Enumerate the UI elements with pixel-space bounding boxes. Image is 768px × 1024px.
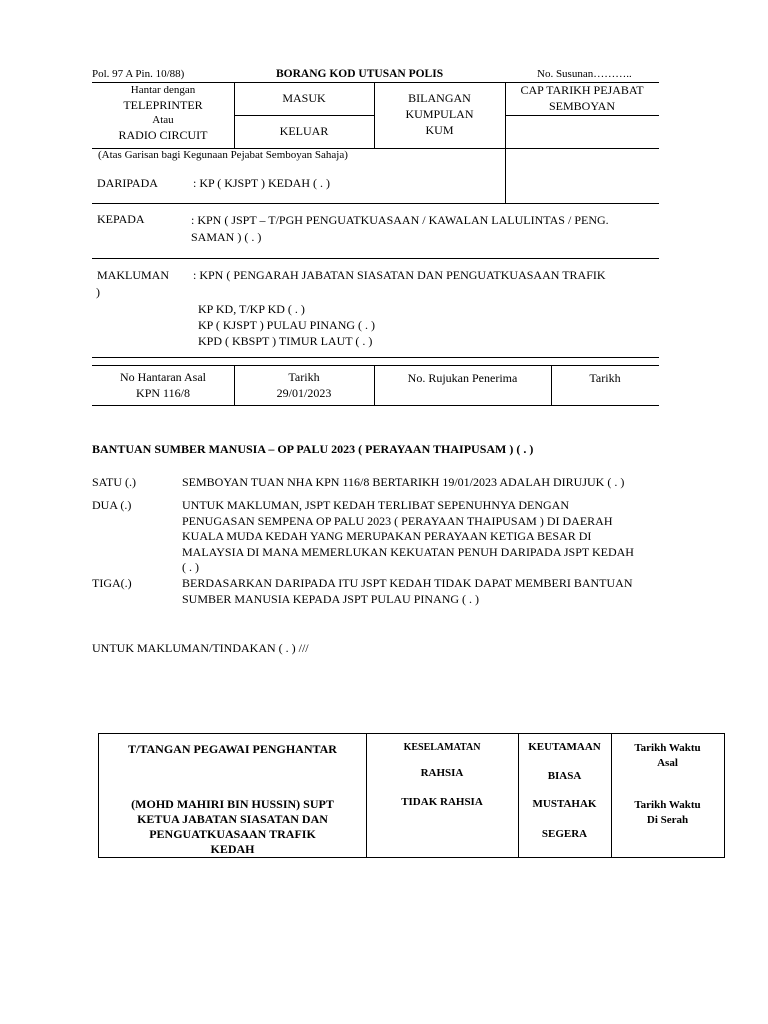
bilangan-kumpulan [374,90,505,138]
kepada-label: KEPADA [97,212,145,226]
kum-label: KUM [425,123,454,137]
kepada-value [191,212,609,246]
signatory-block [99,797,366,857]
semboyan-label: SEMBOYAN [548,99,615,113]
kumpulan-label: KUMPULAN [405,107,474,121]
para-line: PENUGASAN SEMPENA OP PALU 2023 ( PERAYAAN THAIPUSAM ) DI DAERAH [182,513,613,528]
para-satu-label: SATU (.) [92,475,136,489]
form-title: BORANG KOD UTUSAN POLIS [276,68,444,80]
makluman-paren: ) [96,285,100,299]
tidak-rahsia-label: TIDAK RAHSIA [401,796,483,808]
keselamatan-label: KESELAMATAN [403,742,481,753]
signatory-name: (MOHD MAHIRI BIN HUSSIN) SUPT [131,797,334,811]
keutamaan-label: KEUTAMAAN [528,741,601,753]
recipient-item: KP ( KJSPT ) PULAU PINANG ( . ) [198,318,376,332]
signatory-position: KETUA JABATAN SIASATAN DAN [137,812,328,826]
transmission-method [92,83,234,143]
kepada-line: SAMAN ) ( . ) [191,230,262,244]
signatory-position: PENGUATKUASAAN TRAFIK [149,827,316,841]
segera-label: SEGERA [541,828,588,840]
office-use-note: (Atas Garisan bagi Kegunaan Pejabat Semboyan Sahaja) [98,149,348,161]
form-number: Pol. 97 A Pin. 10/88) [92,68,185,80]
para-tiga-text [182,576,674,607]
tarikh-waktu-asal [611,741,724,771]
para-line: MALAYSIA DI MANA MEMERLUKAN KEKUATAN PENUH DARIPADA JSPT KEDAH [182,544,634,559]
keluar-label: KELUAR [279,124,329,138]
recipient-item: KP KD, T/KP KD ( . ) [198,302,305,316]
teleprinter-label: TELEPRINTER [123,98,203,112]
tarikh-waktu-label: Tarikh Waktu [634,799,701,811]
para-line: KUALA MUDA KEDAH YANG MERUPAKAN PERAYAAN KETIGA BESAR DI [182,529,592,543]
signatory-position: KEDAH [210,842,255,856]
serial-number: No. Susunan……….. [537,68,632,80]
no-hantaran-asal [92,369,234,401]
signature-title: T/TANGAN PEGAWAI PENGHANTAR [128,742,337,756]
tarikh-waktu-label: Tarikh Waktu [634,742,701,754]
recipient-item: KPD ( KBSPT ) TIMUR LAUT ( . ) [198,334,373,348]
tarikh-value: 29/01/2023 [276,386,332,400]
makluman-label: MAKLUMAN [97,268,169,282]
tarikh-label: Tarikh [288,370,320,384]
para-line: BERDASARKAN DARIPADA ITU JSPT KEDAH TIDAK DAPAT MEMBERI BANTUAN [182,576,633,590]
signature-table [98,733,725,858]
para-satu-text: SEMBOYAN TUAN NHA KPN 116/8 BERTARIKH 19/01/2023 ADALAH DIRUJUK ( . ) [182,475,625,489]
para-line: ( . ) [182,560,199,574]
no-hantaran-label: No Hantaran Asal [120,370,206,384]
para-dua-label: DUA (.) [92,498,132,512]
subject-heading: BANTUAN SUMBER MANUSIA – OP PALU 2023 ( PERAYAAN THAIPUSAM ) ( . ) [92,442,534,456]
asal-label: Asal [657,757,678,769]
no-hantaran-value: KPN 116/8 [136,386,190,400]
atau-label: Atau [152,114,174,126]
radio-circuit-label: RADIO CIRCUIT [118,128,208,142]
rahsia-label: RAHSIA [420,767,464,779]
biasa-label: BIASA [547,770,582,782]
para-line: UNTUK MAKLUMAN, JSPT KEDAH TERLIBAT SEPENUHNYA DENGAN [182,498,570,512]
para-line: SUMBER MANUSIA KEPADA JSPT PULAU PINANG ( . ) [182,591,480,606]
daripada-value: : KP ( KJSPT ) KEDAH ( . ) [193,176,331,190]
hantar-label: Hantar dengan [130,84,196,96]
kepada-line: : KPN ( JSPT – T/PGH PENGUATKUASAAN / KAWALAN LALULINTAS / PENG. [191,213,609,227]
bilangan-label: BILANGAN [408,91,471,105]
closing-line: UNTUK MAKLUMAN/TINDAKAN ( . ) /// [92,641,309,655]
makluman-recipients [198,301,375,349]
cap-tarikh [505,82,659,114]
para-dua-text [182,498,674,576]
diserah-label: Di Serah [646,814,689,826]
rujukan-penerima-label: No. Rujukan Penerima [407,371,518,385]
masuk-label: MASUK [282,91,326,105]
tarikh-waktu-diserah [611,798,724,828]
makluman-value: : KPN ( PENGARAH JABATAN SIASATAN DAN PENGUATKUASAAN TRAFIK [193,268,606,282]
cap-tarikh-label: CAP TARIKH PEJABAT [520,83,644,97]
para-tiga-label: TIGA(.) [92,576,132,590]
mustahak-label: MUSTAHAK [532,798,597,810]
tarikh-asal [234,369,374,401]
daripada-label: DARIPADA [97,176,158,190]
tarikh-penerima-label: Tarikh [589,371,621,385]
